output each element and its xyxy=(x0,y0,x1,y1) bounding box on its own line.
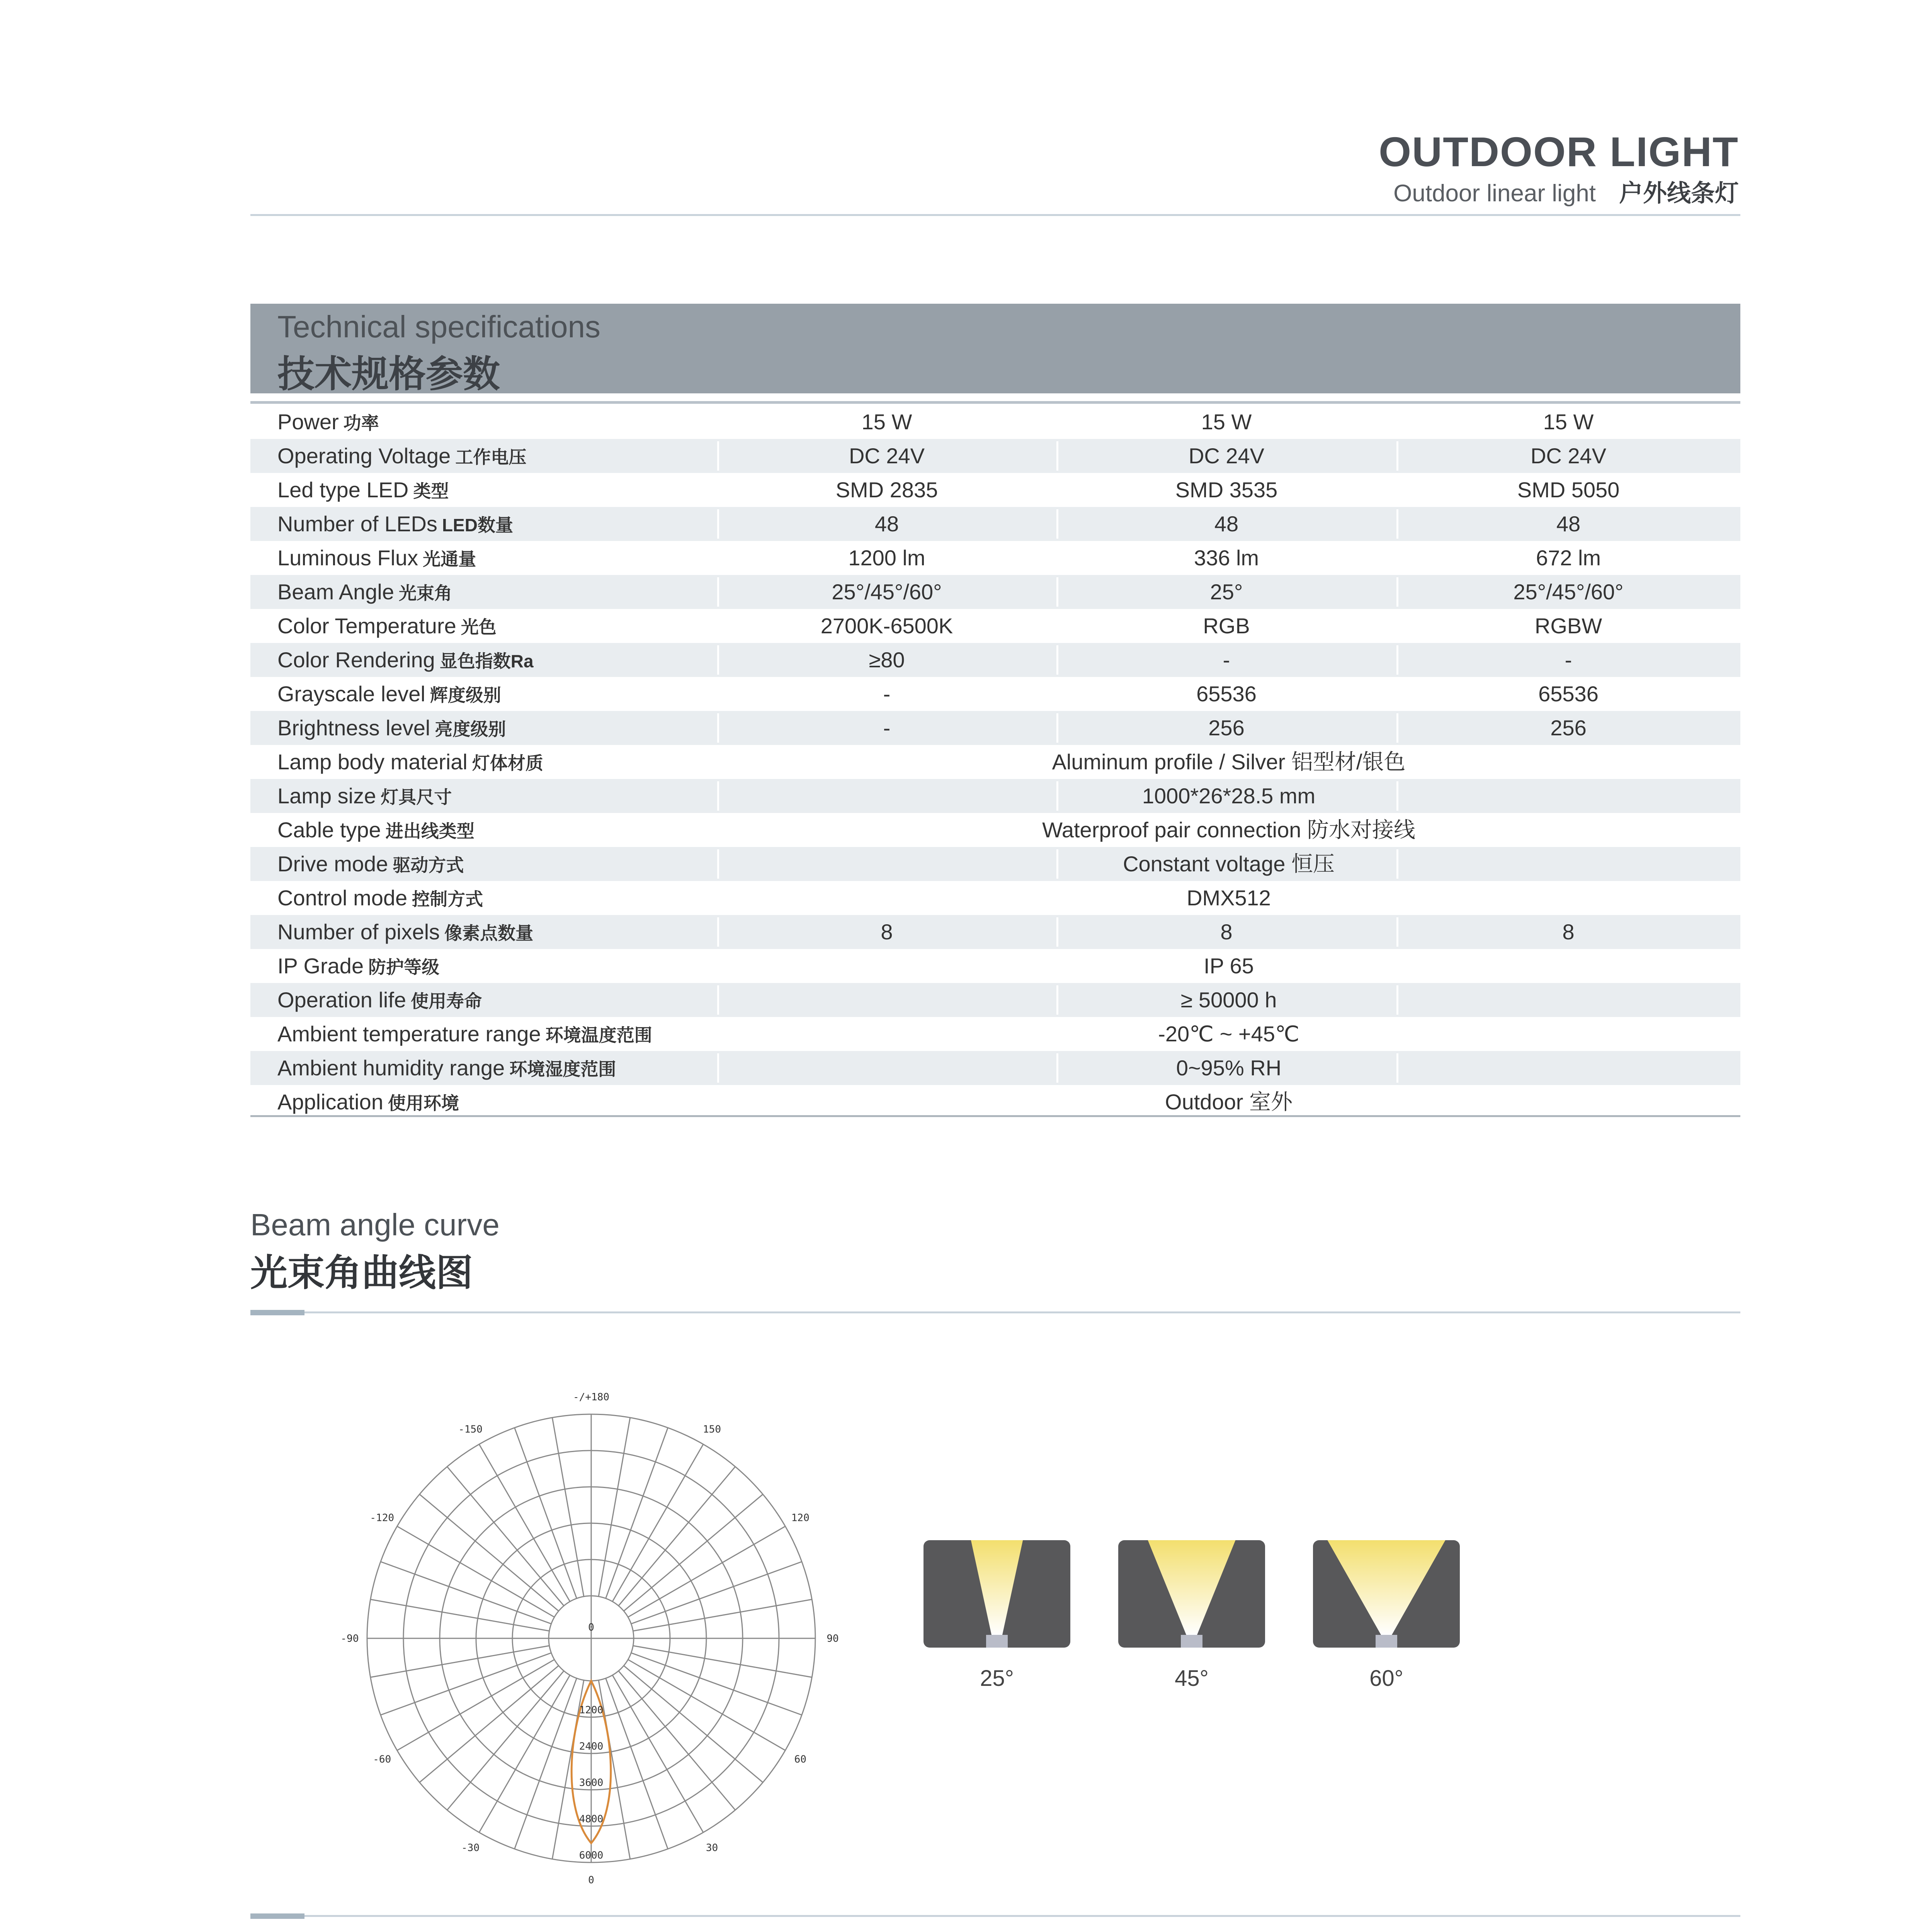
polar-spoke xyxy=(515,1428,577,1599)
spec-value: - xyxy=(883,716,891,740)
spec-value: SMD 5050 xyxy=(1517,478,1620,502)
spec-value: 336 lm xyxy=(1194,546,1259,570)
beam-icon-label: 25° xyxy=(980,1666,1014,1691)
spec-label xyxy=(277,983,482,1017)
spec-label-cn: 光通量 xyxy=(423,549,476,569)
polar-spoke xyxy=(633,1646,812,1677)
spec-row xyxy=(250,575,1740,609)
spec-label xyxy=(277,949,439,983)
polar-radial-label: 0 xyxy=(588,1622,594,1633)
spec-label xyxy=(277,575,452,609)
spec-row xyxy=(250,711,1740,745)
spec-value: 48 xyxy=(1214,512,1239,536)
spec-label-cn: 灯体材质 xyxy=(472,753,543,773)
spec-value: - xyxy=(883,682,891,706)
spec-value: 15 W xyxy=(861,410,912,434)
spec-row xyxy=(250,915,1740,949)
polar-spoke xyxy=(552,1418,584,1597)
beam-heading-cn: 光束角曲线图 xyxy=(250,1252,473,1294)
polar-spoke xyxy=(619,1671,735,1810)
polar-angle-label: 150 xyxy=(703,1423,721,1435)
spec-value: ≥80 xyxy=(869,648,905,672)
spec-heading-cn: 技术规格参数 xyxy=(277,354,500,395)
spec-row xyxy=(250,643,1740,677)
spec-value: 48 xyxy=(1556,512,1581,536)
spec-label xyxy=(277,779,452,813)
polar-spoke xyxy=(619,1467,735,1606)
spec-row xyxy=(250,983,1740,1017)
polar-angle-label: 30 xyxy=(706,1842,718,1854)
spec-label xyxy=(277,677,501,711)
spec-row xyxy=(250,881,1740,915)
spec-value: DC 24V xyxy=(1530,444,1607,468)
spec-label xyxy=(277,1085,459,1119)
spec-label-en: Operation life xyxy=(277,988,406,1012)
spec-row xyxy=(250,677,1740,711)
spec-row xyxy=(250,779,1740,813)
spec-value-merged: -20℃ ~ +45℃ xyxy=(1158,1022,1299,1046)
spec-label-en: Brightness level xyxy=(277,716,430,740)
spec-label xyxy=(277,813,474,847)
spec-label xyxy=(277,473,449,507)
led-chip xyxy=(1181,1635,1202,1648)
beam-polar-chart xyxy=(321,1360,862,1901)
spec-value: 672 lm xyxy=(1536,546,1601,570)
spec-value-merged: ≥ 50000 h xyxy=(1180,988,1277,1012)
spec-value-merged: 1000*26*28.5 mm xyxy=(1142,784,1316,808)
spec-label xyxy=(277,711,506,745)
polar-radial-label: 4800 xyxy=(579,1813,604,1825)
spec-value-merged: DMX512 xyxy=(1187,886,1271,910)
spec-value: 25°/45°/60° xyxy=(832,580,942,604)
polar-spoke xyxy=(599,1418,630,1597)
cert-divider-accent xyxy=(250,1913,304,1919)
spec-value: - xyxy=(1565,648,1572,672)
polar-spoke xyxy=(381,1653,551,1715)
spec-row xyxy=(250,949,1740,983)
spec-value-merged: Aluminum profile / Silver 铝型材/银色 xyxy=(1052,750,1406,774)
spec-row xyxy=(250,745,1740,779)
spec-label-cn: 亮度级别 xyxy=(435,719,506,739)
polar-grid xyxy=(367,1414,815,1862)
spec-label-en: Ambient humidity range xyxy=(277,1056,505,1080)
polar-angle-label: -90 xyxy=(340,1633,359,1645)
polar-spoke xyxy=(599,1680,630,1859)
spec-label-en: Power xyxy=(277,410,339,434)
polar-angle-label: 0 xyxy=(588,1874,594,1886)
spec-value: 8 xyxy=(881,920,893,944)
spec-row xyxy=(250,507,1740,541)
polar-spoke xyxy=(515,1678,577,1849)
page-title: OUTDOOR LIGHT xyxy=(1379,128,1739,175)
spec-label-en: Drive mode xyxy=(277,852,388,876)
polar-spoke xyxy=(624,1494,763,1611)
spec-value: 256 xyxy=(1550,716,1587,740)
spec-value: - xyxy=(1223,648,1230,672)
polar-radial-label: 1200 xyxy=(579,1704,604,1716)
spec-value-merged: Outdoor 室外 xyxy=(1165,1090,1293,1114)
spec-label-en: IP Grade xyxy=(277,954,364,978)
spec-value: RGB xyxy=(1203,614,1250,638)
spec-value: 8 xyxy=(1220,920,1233,944)
beam-icon-25 xyxy=(923,1540,1070,1648)
spec-label-cn: 防护等级 xyxy=(368,957,440,977)
spec-label xyxy=(277,1017,652,1051)
polar-radial-label: 3600 xyxy=(579,1777,604,1789)
polar-spoke xyxy=(371,1646,549,1677)
polar-angle-label: 60 xyxy=(794,1753,806,1765)
cert-divider xyxy=(250,1915,1740,1917)
spec-row xyxy=(250,405,1740,439)
spec-label-en: Grayscale level xyxy=(277,682,425,706)
polar-spoke xyxy=(633,1599,812,1631)
beam-divider-accent xyxy=(250,1310,304,1315)
polar-spoke xyxy=(447,1671,564,1810)
polar-angle-label: -/+180 xyxy=(573,1391,609,1403)
spec-row xyxy=(250,473,1740,507)
spec-value: 2700K-6500K xyxy=(820,614,953,638)
spec-value: DC 24V xyxy=(1188,444,1265,468)
polar-angle-label: -150 xyxy=(458,1423,483,1435)
spec-value: 1200 lm xyxy=(848,546,925,570)
spec-value-merged: IP 65 xyxy=(1204,954,1254,978)
spec-label-cn: 使用环境 xyxy=(388,1093,459,1113)
beam-heading-en: Beam angle curve xyxy=(250,1208,500,1242)
subtitle-en: Outdoor linear light xyxy=(1393,180,1596,207)
spec-value: SMD 2835 xyxy=(835,478,938,502)
page-subtitle xyxy=(1275,174,1739,208)
spec-label-cn: 光色 xyxy=(461,617,497,637)
subtitle-cn: 户外线条灯 xyxy=(1619,180,1739,207)
spec-label xyxy=(277,643,534,677)
header-divider xyxy=(250,214,1740,216)
spec-label xyxy=(277,405,379,439)
spec-label-cn: 功率 xyxy=(343,413,379,433)
polar-angle-label: -120 xyxy=(370,1512,395,1524)
spec-value-merged: Waterproof pair connection 防水对接线 xyxy=(1042,818,1415,842)
spec-row xyxy=(250,1051,1740,1085)
spec-value: 48 xyxy=(874,512,899,536)
spec-label-en: Ambient temperature range xyxy=(277,1022,541,1046)
spec-label-cn: 使用寿命 xyxy=(411,991,482,1011)
polar-spoke xyxy=(624,1666,763,1782)
polar-radial-label: 2400 xyxy=(579,1741,604,1752)
spec-label xyxy=(277,915,533,949)
beam-icon-label: 60° xyxy=(1369,1666,1403,1691)
spec-value: 25°/45°/60° xyxy=(1513,580,1624,604)
polar-spoke xyxy=(371,1599,549,1631)
spec-label-en: Number of LEDs xyxy=(277,512,437,536)
spec-table-bottom-rule xyxy=(250,1115,1740,1117)
spec-row xyxy=(250,1017,1740,1051)
spec-label-cn: 灯具尺寸 xyxy=(381,787,452,807)
spec-row xyxy=(250,541,1740,575)
spec-label-cn: LED数量 xyxy=(442,515,513,535)
spec-row xyxy=(250,439,1740,473)
spec-label-en: Operating Voltage xyxy=(277,444,451,468)
spec-label-en: Beam Angle xyxy=(277,580,394,604)
spec-label xyxy=(277,881,483,915)
spec-value-merged: Constant voltage 恒压 xyxy=(1123,852,1335,876)
spec-value: 65536 xyxy=(1538,682,1599,706)
led-chip xyxy=(986,1635,1008,1648)
spec-value: 25° xyxy=(1210,580,1243,604)
spec-label-cn: 类型 xyxy=(413,481,449,501)
beam-icon-45 xyxy=(1118,1540,1265,1648)
polar-angle-label: -30 xyxy=(461,1842,480,1854)
spec-row xyxy=(250,1085,1740,1119)
spec-label-en: Luminous Flux xyxy=(277,546,418,570)
spec-label-cn: 光束角 xyxy=(398,583,452,603)
spec-label-cn: 像素点数量 xyxy=(444,923,534,943)
polar-spoke xyxy=(606,1678,668,1849)
spec-value: RGBW xyxy=(1534,614,1602,638)
polar-angle-label: -60 xyxy=(373,1753,391,1765)
beam-icon-60 xyxy=(1313,1540,1460,1648)
spec-value: 15 W xyxy=(1201,410,1252,434)
led-chip xyxy=(1376,1635,1397,1648)
spec-label-en: Lamp size xyxy=(277,784,376,808)
spec-label-en: Color Rendering xyxy=(277,648,435,672)
polar-spoke xyxy=(447,1467,564,1606)
spec-label-cn: 显色指数Ra xyxy=(439,651,534,671)
spec-label-cn: 工作电压 xyxy=(455,447,527,467)
spec-value: DC 24V xyxy=(849,444,925,468)
polar-angle-label: 90 xyxy=(827,1633,839,1645)
polar-spoke xyxy=(606,1428,668,1599)
spec-heading-en: Technical specifications xyxy=(277,310,600,344)
spec-value: SMD 3535 xyxy=(1175,478,1278,502)
polar-spoke xyxy=(420,1494,559,1611)
spec-label-en: Lamp body material xyxy=(277,750,468,774)
spec-row xyxy=(250,847,1740,881)
spec-label xyxy=(277,847,464,881)
spec-label-cn: 控制方式 xyxy=(412,889,483,909)
spec-value: 15 W xyxy=(1543,410,1594,434)
beam-divider xyxy=(250,1311,1740,1313)
polar-radial-label: 6000 xyxy=(579,1850,604,1861)
spec-label xyxy=(277,507,513,541)
spec-label-cn: 进出线类型 xyxy=(385,821,474,841)
spec-label-en: Color Temperature xyxy=(277,614,456,638)
spec-label-cn: 环境温度范围 xyxy=(545,1025,652,1045)
beam-icon-label: 45° xyxy=(1175,1666,1209,1691)
spec-label-en: Number of pixels xyxy=(277,920,440,944)
spec-value: 8 xyxy=(1562,920,1575,944)
spec-value: 256 xyxy=(1208,716,1245,740)
spec-row xyxy=(250,609,1740,643)
spec-label-en: Control mode xyxy=(277,886,408,910)
spec-label xyxy=(277,745,543,779)
spec-label xyxy=(277,541,476,575)
spec-label-en: Application xyxy=(277,1090,383,1114)
spec-label xyxy=(277,1051,616,1085)
spec-label-cn: 辉度级别 xyxy=(430,685,501,705)
polar-spoke xyxy=(420,1666,559,1782)
spec-label-cn: 驱动方式 xyxy=(393,855,464,875)
spec-value-merged: 0~95% RH xyxy=(1176,1056,1282,1080)
spec-label xyxy=(277,609,497,643)
spec-label-en: Cable type xyxy=(277,818,381,842)
polar-spoke xyxy=(381,1562,551,1624)
spec-row xyxy=(250,813,1740,847)
spec-value: 65536 xyxy=(1196,682,1257,706)
spec-label-cn: 环境湿度范围 xyxy=(509,1059,616,1079)
spec-heading-underline xyxy=(250,401,1740,404)
polar-spoke xyxy=(631,1653,802,1715)
polar-angle-label: 120 xyxy=(791,1512,810,1524)
polar-spoke xyxy=(631,1562,802,1624)
spec-label xyxy=(277,439,526,473)
spec-label-en: Led type LED xyxy=(277,478,409,502)
